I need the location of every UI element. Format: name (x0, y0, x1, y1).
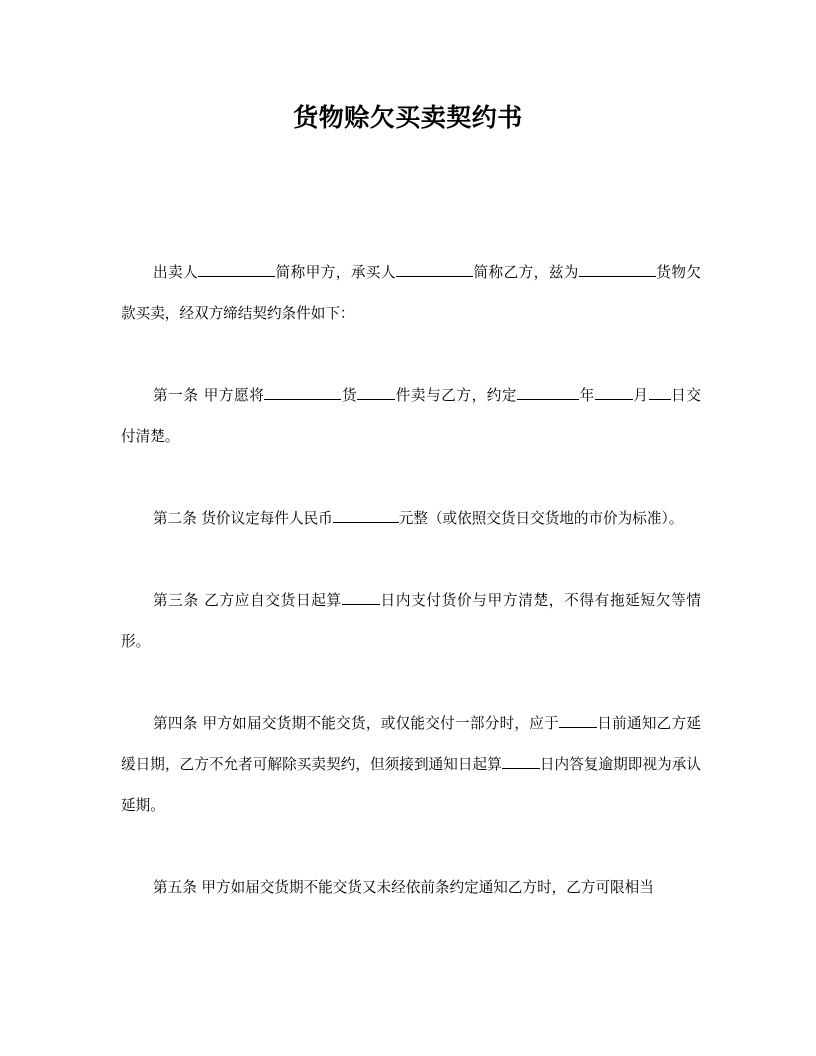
intro-paragraph (121, 252, 701, 334)
delivery-day-blank (649, 385, 671, 400)
intro-text-1: 出卖人 (153, 264, 199, 281)
unit-price-blank (333, 508, 399, 523)
article-2-text-1: 第二条 货价议定每件人民币 (153, 510, 333, 527)
article-3-paragraph (121, 580, 701, 662)
article-1-text-3: 件卖与乙方，约定 (395, 387, 518, 404)
article-1-text-5: 月 (632, 387, 649, 404)
goods-name-blank (579, 262, 656, 277)
article-1-text-2: 货 (341, 387, 358, 404)
article-4-text-2: 日前通知乙方延缓日期，乙方不允者可解除买卖契约，但须接到通知日起算 (121, 715, 701, 773)
article-2-text-2: 元整（或依照交货日交货地的市价为标准）。 (398, 510, 684, 527)
document-body (121, 252, 701, 949)
article-2-paragraph (121, 498, 701, 539)
payment-days-blank (342, 590, 380, 605)
intro-text-2: 简称甲方，承买人 (275, 264, 397, 281)
intro-text-3: 简称乙方，兹为 (473, 264, 579, 281)
article-4-paragraph (121, 703, 701, 826)
goods-type-blank (264, 385, 341, 400)
article-5-text-1: 第五条 甲方如届交货期不能交货又未经依前条约定通知乙方时，乙方可限相当 (153, 879, 654, 896)
article-1-text-6: 日交付清楚。 (121, 387, 701, 445)
article-1-text-1: 第一条 甲方愿将 (153, 387, 265, 404)
article-3-text-1: 第三条 乙方应自交货日起算 (153, 592, 342, 609)
reply-days-blank (502, 754, 540, 769)
article-1-text-4: 年 (579, 387, 595, 404)
delivery-year-blank (517, 385, 579, 400)
delivery-month-blank (595, 385, 633, 400)
article-4-text-3: 日内答复逾期即视为承认延期。 (121, 756, 701, 814)
article-4-text-1: 第四条 甲方如届交货期不能交货，或仅能交付一部分时，应于 (153, 715, 559, 732)
seller-name-blank (198, 262, 275, 277)
notice-days-blank (559, 713, 597, 728)
article-3-text-2: 日内支付货价与甲方清楚，不得有拖延短欠等情形。 (121, 592, 701, 650)
buyer-name-blank (396, 262, 473, 277)
goods-quantity-blank (357, 385, 395, 400)
intro-text-4: 货物欠款买卖，经双方缔结契约条件如下： (121, 264, 701, 322)
article-1-paragraph (121, 375, 701, 457)
article-5-paragraph (121, 867, 701, 908)
document-title: 货物赊欠买卖契约书 (293, 103, 523, 132)
